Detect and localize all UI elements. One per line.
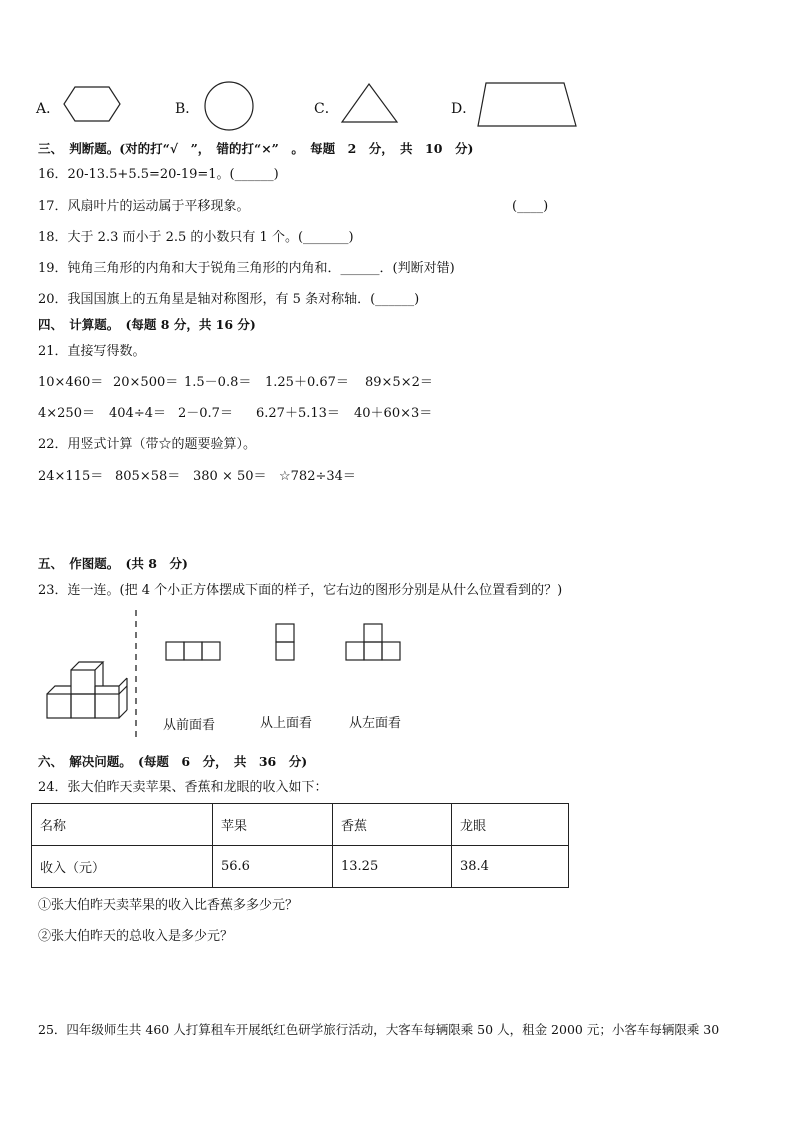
question-23: 23．连一连。(把 4 个小正方体摆成下面的样子，它右边的图形分别是从什么位置看到的？) (38, 583, 563, 598)
table-cell: 13.25 (333, 846, 452, 888)
trapezoid-icon (476, 80, 578, 128)
question-22: 22．用竖式计算（带☆的题要验算）。 (38, 437, 257, 452)
calc-1-1: 10×460＝ (38, 375, 104, 390)
table-header-cell: 龙眼 (452, 804, 569, 846)
hexagon-icon (62, 84, 122, 124)
triangle-icon (340, 82, 400, 124)
table-header-cell: 苹果 (213, 804, 333, 846)
calc-3-1: 24×115＝ (38, 469, 104, 484)
calc-2-5: 40＋60×3＝ (354, 406, 433, 421)
calc-1-2: 20×500＝ (113, 375, 179, 390)
view-label-front: 从前面看 (163, 718, 216, 733)
view-label-top: 从上面看 (260, 716, 313, 731)
question-18: 18．大于 2.3 而小于 2.5 的小数只有 1 个。(_______) (38, 230, 354, 245)
option-d-label: D． (451, 101, 477, 117)
circle-icon (203, 80, 255, 132)
table-cell: 38.4 (452, 846, 569, 888)
section-4-title: 四、 计算题。 (每题 8 分，共 16 分) (38, 317, 256, 332)
question-25: 25．四年级师生共 460 人打算租车开展纸红色研学旅行活动，大客车每辆限乘 50 人，租金 2000 元；小客车每辆限乘 30 (38, 1022, 720, 1037)
calc-2-3: 2－0.7＝ (178, 406, 233, 421)
top-view-figure (275, 623, 295, 661)
option-c-label: C． (314, 101, 339, 117)
table-header-cell: 香蕉 (333, 804, 452, 846)
section-3-title: 三、 判断题。(对的打“√ ”， 错的打“×” 。 每题 2 分， 共 10 分) (38, 141, 474, 156)
calc-1-5: 89×5×2＝ (365, 375, 433, 390)
calc-3-4: ☆782÷34＝ (279, 469, 356, 484)
table-cell: 收入（元） (32, 846, 213, 888)
question-24: 24．张大伯昨天卖苹果、香蕉和龙眼的收入如下： (38, 780, 328, 795)
calc-1-3: 1.5－0.8＝ (184, 375, 252, 390)
table-header-cell: 名称 (32, 804, 213, 846)
question-19: 19．钝角三角形的内角和大于锐角三角形的内角和．______．(判断对错) (38, 261, 455, 276)
question-17: 17．风扇叶片的运动属于平移现象。 (38, 199, 250, 214)
question-17-blank: (____) (512, 199, 549, 214)
calc-3-2: 805×58＝ (115, 469, 181, 484)
calc-2-2: 404÷4＝ (109, 406, 166, 421)
calc-2-1: 4×250＝ (38, 406, 95, 421)
dashed-divider (134, 610, 138, 740)
income-table (31, 803, 569, 888)
question-24-part-2: ②张大伯昨天的总收入是多少元？ (38, 929, 234, 944)
section-6-title: 六、 解决问题。 (每题 6 分， 共 36 分) (38, 754, 308, 769)
cube-stack-figure (45, 659, 129, 721)
question-24-part-1: ①张大伯昨天卖苹果的收入比香蕉多多少元？ (38, 898, 299, 913)
calc-3-3: 380 × 50＝ (193, 469, 267, 484)
question-16: 16．20-13.5+5.5=20-19=1。(______) (38, 167, 279, 182)
option-a-label: A． (36, 101, 61, 117)
question-20: 20．我国国旗上的五角星是轴对称图形，有 5 条对称轴．(______) (38, 292, 420, 307)
table-cell: 56.6 (213, 846, 333, 888)
calc-2-4: 6.27＋5.13＝ (256, 406, 340, 421)
view-label-left: 从左面看 (349, 716, 402, 731)
calc-1-4: 1.25＋0.67＝ (265, 375, 349, 390)
table-row (32, 804, 569, 846)
table-row (32, 846, 569, 888)
question-21: 21．直接写得数。 (38, 344, 146, 359)
section-5-title: 五、 作图题。 (共 8 分) (38, 556, 188, 571)
front-view-figure (165, 641, 221, 661)
option-b-label: B． (175, 101, 200, 117)
left-view-figure (345, 623, 401, 661)
